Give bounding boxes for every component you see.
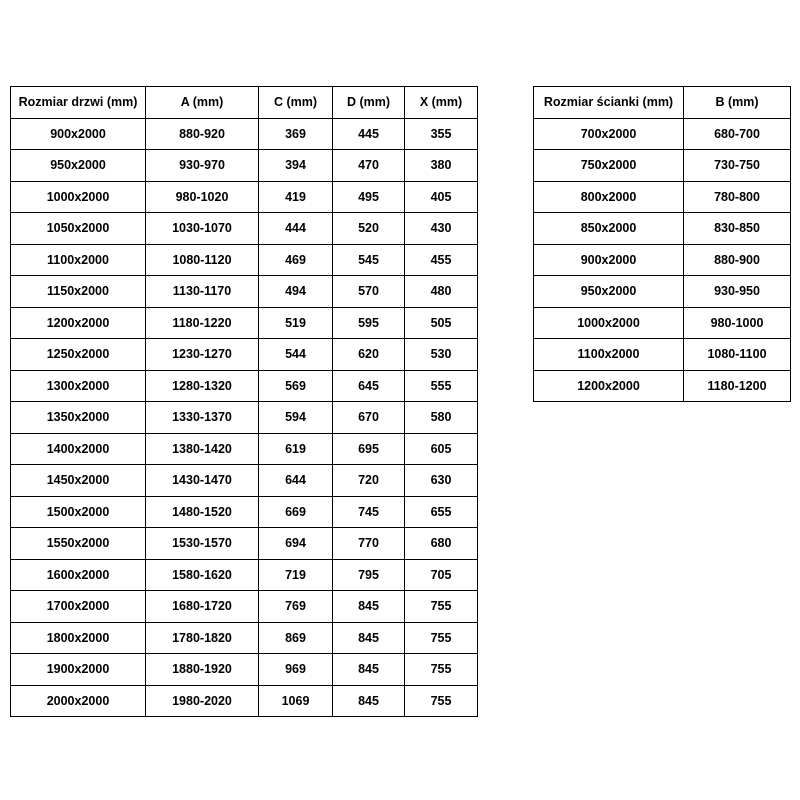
cell-door-size: 900x2000 [11, 118, 146, 150]
table-row [11, 528, 478, 560]
cell-x: 530 [405, 339, 478, 371]
cell-b: 1180-1200 [684, 370, 791, 402]
cell-a: 1280-1320 [146, 370, 259, 402]
cell-a: 1430-1470 [146, 465, 259, 497]
cell-d: 645 [333, 370, 405, 402]
cell-d: 445 [333, 118, 405, 150]
cell-wall-size: 700x2000 [534, 118, 684, 150]
cell-door-size: 1200x2000 [11, 307, 146, 339]
table-row [534, 339, 791, 371]
cell-door-size: 1100x2000 [11, 244, 146, 276]
cell-d: 545 [333, 244, 405, 276]
table-row [11, 213, 478, 245]
cell-x: 580 [405, 402, 478, 434]
cell-b: 730-750 [684, 150, 791, 182]
cell-x: 755 [405, 591, 478, 623]
cell-x: 755 [405, 654, 478, 686]
table-row [534, 150, 791, 182]
cell-x: 505 [405, 307, 478, 339]
cell-d: 570 [333, 276, 405, 308]
cell-c: 419 [259, 181, 333, 213]
cell-d: 695 [333, 433, 405, 465]
table-row [11, 402, 478, 434]
cell-b: 880-900 [684, 244, 791, 276]
column-header-a: A (mm) [146, 87, 259, 119]
table-row [11, 150, 478, 182]
table-row [11, 654, 478, 686]
cell-x: 430 [405, 213, 478, 245]
cell-door-size: 1150x2000 [11, 276, 146, 308]
cell-b: 680-700 [684, 118, 791, 150]
column-header-wall-size: Rozmiar ścianki (mm) [534, 87, 684, 119]
cell-a: 1180-1220 [146, 307, 259, 339]
cell-a: 1080-1120 [146, 244, 259, 276]
cell-x: 405 [405, 181, 478, 213]
cell-b: 930-950 [684, 276, 791, 308]
cell-a: 1580-1620 [146, 559, 259, 591]
cell-d: 670 [333, 402, 405, 434]
cell-door-size: 2000x2000 [11, 685, 146, 717]
column-header-d: D (mm) [333, 87, 405, 119]
cell-x: 755 [405, 685, 478, 717]
cell-a: 1030-1070 [146, 213, 259, 245]
cell-door-size: 1700x2000 [11, 591, 146, 623]
cell-d: 845 [333, 622, 405, 654]
cell-c: 1069 [259, 685, 333, 717]
column-header-x: X (mm) [405, 87, 478, 119]
cell-b: 780-800 [684, 181, 791, 213]
cell-d: 745 [333, 496, 405, 528]
cell-door-size: 1800x2000 [11, 622, 146, 654]
cell-c: 644 [259, 465, 333, 497]
table-row [534, 370, 791, 402]
table-row [11, 339, 478, 371]
cell-a: 1880-1920 [146, 654, 259, 686]
cell-door-size: 1550x2000 [11, 528, 146, 560]
cell-door-size: 950x2000 [11, 150, 146, 182]
cell-a: 1480-1520 [146, 496, 259, 528]
cell-x: 705 [405, 559, 478, 591]
doors-size-table [10, 86, 478, 717]
cell-c: 869 [259, 622, 333, 654]
cell-b: 830-850 [684, 213, 791, 245]
cell-d: 845 [333, 654, 405, 686]
table-row [11, 370, 478, 402]
table-header-row [534, 87, 791, 119]
cell-door-size: 1350x2000 [11, 402, 146, 434]
table-row [11, 496, 478, 528]
cell-door-size: 1500x2000 [11, 496, 146, 528]
cell-wall-size: 750x2000 [534, 150, 684, 182]
cell-c: 769 [259, 591, 333, 623]
column-header-b: B (mm) [684, 87, 791, 119]
cell-door-size: 1300x2000 [11, 370, 146, 402]
cell-a: 980-1020 [146, 181, 259, 213]
cell-c: 694 [259, 528, 333, 560]
table-row [534, 307, 791, 339]
cell-a: 1780-1820 [146, 622, 259, 654]
table-row [534, 276, 791, 308]
cell-a: 1980-2020 [146, 685, 259, 717]
cell-x: 755 [405, 622, 478, 654]
cell-door-size: 1000x2000 [11, 181, 146, 213]
table-row [11, 433, 478, 465]
cell-wall-size: 900x2000 [534, 244, 684, 276]
cell-x: 555 [405, 370, 478, 402]
cell-a: 880-920 [146, 118, 259, 150]
table-row [11, 685, 478, 717]
table-row [11, 591, 478, 623]
table-row [534, 244, 791, 276]
cell-x: 630 [405, 465, 478, 497]
cell-a: 1530-1570 [146, 528, 259, 560]
cell-d: 720 [333, 465, 405, 497]
cell-c: 619 [259, 433, 333, 465]
cell-c: 669 [259, 496, 333, 528]
cell-d: 620 [333, 339, 405, 371]
cell-d: 795 [333, 559, 405, 591]
wall-size-table-container [533, 86, 791, 402]
cell-a: 1330-1370 [146, 402, 259, 434]
cell-wall-size: 1000x2000 [534, 307, 684, 339]
table-row [534, 213, 791, 245]
cell-c: 519 [259, 307, 333, 339]
cell-c: 569 [259, 370, 333, 402]
column-header-c: C (mm) [259, 87, 333, 119]
cell-d: 845 [333, 685, 405, 717]
column-header-door-size: Rozmiar drzwi (mm) [11, 87, 146, 119]
cell-x: 680 [405, 528, 478, 560]
cell-c: 594 [259, 402, 333, 434]
table-row [11, 276, 478, 308]
cell-wall-size: 850x2000 [534, 213, 684, 245]
table-row [11, 622, 478, 654]
cell-x: 380 [405, 150, 478, 182]
cell-d: 520 [333, 213, 405, 245]
cell-b: 1080-1100 [684, 339, 791, 371]
cell-d: 845 [333, 591, 405, 623]
cell-door-size: 1050x2000 [11, 213, 146, 245]
cell-wall-size: 1100x2000 [534, 339, 684, 371]
cell-a: 1130-1170 [146, 276, 259, 308]
cell-door-size: 1250x2000 [11, 339, 146, 371]
table-row [534, 118, 791, 150]
cell-c: 969 [259, 654, 333, 686]
cell-c: 444 [259, 213, 333, 245]
cell-a: 1680-1720 [146, 591, 259, 623]
cell-b: 980-1000 [684, 307, 791, 339]
table-row [534, 181, 791, 213]
wall-size-table [533, 86, 791, 402]
cell-door-size: 1600x2000 [11, 559, 146, 591]
cell-c: 544 [259, 339, 333, 371]
cell-x: 480 [405, 276, 478, 308]
cell-c: 369 [259, 118, 333, 150]
cell-d: 595 [333, 307, 405, 339]
cell-c: 719 [259, 559, 333, 591]
cell-d: 770 [333, 528, 405, 560]
table-row [11, 244, 478, 276]
table-row [11, 181, 478, 213]
cell-a: 1230-1270 [146, 339, 259, 371]
cell-a: 1380-1420 [146, 433, 259, 465]
table-row [11, 307, 478, 339]
table-header-row [11, 87, 478, 119]
cell-d: 495 [333, 181, 405, 213]
cell-wall-size: 800x2000 [534, 181, 684, 213]
table-row [11, 559, 478, 591]
cell-d: 470 [333, 150, 405, 182]
cell-wall-size: 1200x2000 [534, 370, 684, 402]
cell-c: 469 [259, 244, 333, 276]
table-row [11, 465, 478, 497]
cell-x: 655 [405, 496, 478, 528]
cell-c: 494 [259, 276, 333, 308]
cell-x: 455 [405, 244, 478, 276]
cell-x: 605 [405, 433, 478, 465]
cell-wall-size: 950x2000 [534, 276, 684, 308]
cell-x: 355 [405, 118, 478, 150]
cell-a: 930-970 [146, 150, 259, 182]
cell-door-size: 1450x2000 [11, 465, 146, 497]
doors-size-table-container [10, 86, 478, 717]
table-row [11, 118, 478, 150]
cell-c: 394 [259, 150, 333, 182]
cell-door-size: 1900x2000 [11, 654, 146, 686]
cell-door-size: 1400x2000 [11, 433, 146, 465]
